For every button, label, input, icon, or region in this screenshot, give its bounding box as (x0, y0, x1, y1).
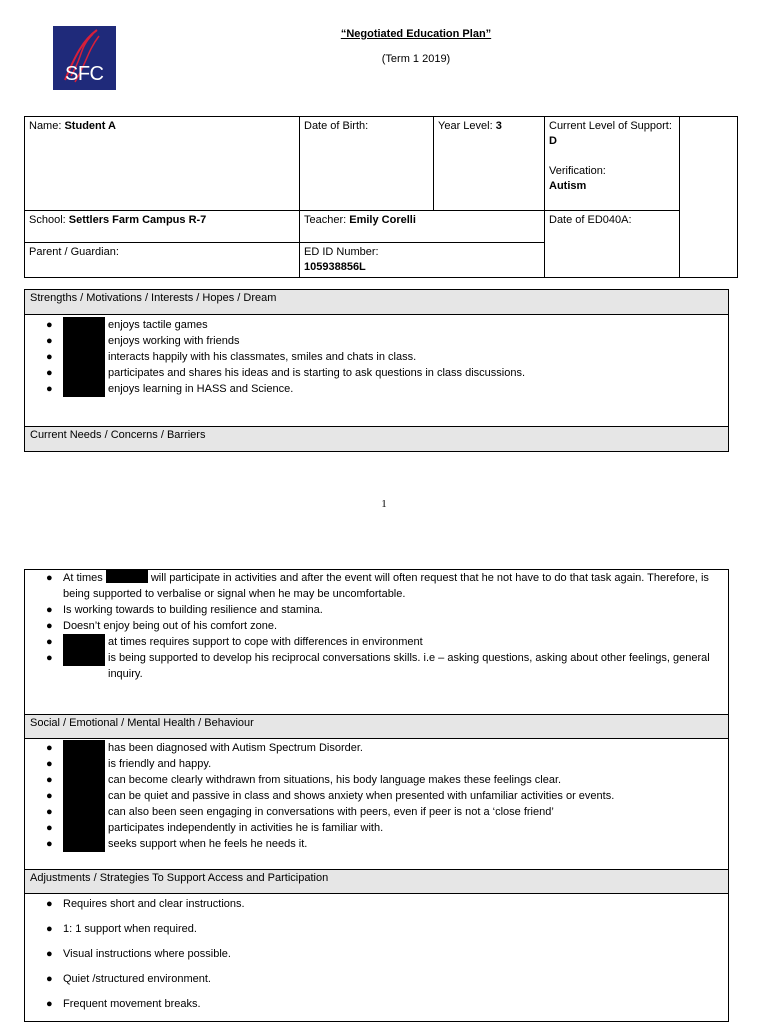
list-item: ● Requires short and clear instructions. (46, 898, 245, 910)
verification-value: Autism (549, 180, 587, 192)
school-cell: School: Settlers Farm Campus R-7 (25, 211, 300, 243)
redaction-block (63, 650, 105, 666)
redaction-block (63, 820, 105, 836)
bullet-icon: ● (46, 758, 53, 770)
list-item: ● has been diagnosed with Autism Spectrum Disorder. (46, 742, 363, 754)
student-name: Student A (64, 120, 116, 132)
bullet-icon: ● (46, 998, 53, 1010)
bullet-icon: ● (46, 790, 53, 802)
redaction-block (63, 381, 105, 397)
social-heading: Social / Emotional / Mental Health / Behaviour (25, 714, 728, 739)
bullet-icon: ● (46, 742, 53, 754)
bullet-icon: ● (46, 948, 53, 960)
strengths-list (25, 317, 728, 397)
redaction-block (63, 333, 105, 349)
redaction-block (63, 836, 105, 852)
redaction-block (63, 634, 105, 650)
redaction-block (63, 804, 105, 820)
needs-list (25, 570, 728, 682)
list-item: ● seeks support when he feels he needs it. (46, 838, 308, 850)
list-item: ● at times requires support to cope with differences in environment (46, 636, 423, 648)
blank-cell (680, 117, 738, 278)
list-item: ● Quiet /structured environment. (46, 973, 211, 985)
list-item: ● is being supported to develop his reciprocal conversations skills. i.e – asking questions, asking about other feelings, general inquiry. (46, 652, 710, 680)
bullet-icon: ● (46, 838, 53, 850)
bullet-icon: ● (46, 572, 53, 584)
page-number: 1 (381, 498, 387, 510)
bullet-icon: ● (46, 774, 53, 786)
list-item: ● can be quiet and passive in class and shows anxiety when presented with unfamiliar activities or events. (46, 790, 615, 802)
parent-guardian-cell: Parent / Guardian: (25, 243, 300, 278)
ed040a-cell: Date of ED040A: (545, 211, 680, 278)
list-item: ● interacts happily with his classmates, smiles and chats in class. (46, 351, 417, 363)
bullet-icon: ● (46, 620, 53, 632)
redaction-block (63, 772, 105, 788)
list-item: ● Visual instructions where possible. (46, 948, 231, 960)
bullet-icon: ● (46, 351, 53, 363)
bullet-icon: ● (46, 335, 53, 347)
adjustments-heading: Adjustments / Strategies To Support Access and Participation (25, 869, 728, 894)
strengths-heading: Strengths / Motivations / Interests / Hopes / Dream (25, 290, 728, 315)
bullet-icon: ● (46, 604, 53, 616)
needs-heading: Current Needs / Concerns / Barriers (25, 426, 728, 451)
year-level-cell: Year Level: 3 (434, 117, 545, 211)
needs-continued-section (24, 569, 729, 1022)
support-level-cell: Current Level of Support: D Verification: Autism (545, 117, 680, 211)
list-item: ● can become clearly withdrawn from situations, his body language makes these feelings clear. (46, 774, 562, 786)
list-item: ● enjoys learning in HASS and Science. (46, 383, 294, 395)
edid-cell: ED ID Number: 105938856L (300, 243, 545, 278)
bullet-icon: ● (46, 367, 53, 379)
list-item: ● is friendly and happy. (46, 758, 212, 770)
document-title: “Negotiated Education Plan” (340, 28, 492, 40)
list-item: ● Is working towards to building resilience and stamina. (46, 604, 323, 616)
bullet-icon: ● (46, 822, 53, 834)
strengths-section (24, 289, 729, 452)
logo-text: SFC (65, 63, 104, 85)
bullet-icon: ● (46, 973, 53, 985)
redaction-block (63, 756, 105, 772)
list-item: ● can also been seen engaging in conversations with peers, even if peer is not a ‘close friend’ (46, 806, 554, 818)
document-term: (Term 1 2019) (381, 53, 451, 65)
bullet-icon: ● (46, 636, 53, 648)
redaction-block (63, 740, 105, 756)
bullet-icon: ● (46, 319, 53, 331)
bullet-icon: ● (46, 923, 53, 935)
list-item: ● participates independently in activities he is familiar with. (46, 822, 384, 834)
list-item: ● participates and shares his ideas and is starting to ask questions in class discussions. (46, 367, 525, 379)
adjustments-list (25, 896, 728, 1012)
list-item: ● enjoys tactile games (46, 319, 208, 331)
bullet-icon: ● (46, 383, 53, 395)
teacher-cell: Teacher: Emily Corelli (300, 211, 545, 243)
redaction-block (63, 317, 105, 333)
list-item: ● enjoys working with friends (46, 335, 240, 347)
student-info-table (24, 116, 738, 278)
redaction-block (63, 365, 105, 381)
name-cell: Name: Student A (25, 117, 300, 211)
list-item: ● At times will participate in activities and after the event will often request that he not have to do that task again. Therefore, is being supported to verbalise or signal when he may be uncomfortable. (46, 572, 709, 600)
list-item: ● 1: 1 support when required. (46, 923, 197, 935)
redaction-block (63, 349, 105, 365)
redaction-block (63, 788, 105, 804)
bullet-icon: ● (46, 806, 53, 818)
list-item: ● Frequent movement breaks. (46, 998, 201, 1010)
list-item: ● Doesn’t enjoy being out of his comfort zone. (46, 620, 278, 632)
social-list (25, 740, 728, 852)
dob-cell: Date of Birth: (300, 117, 434, 211)
bullet-icon: ● (46, 652, 53, 664)
redaction-block (106, 570, 148, 583)
bullet-icon: ● (46, 898, 53, 910)
